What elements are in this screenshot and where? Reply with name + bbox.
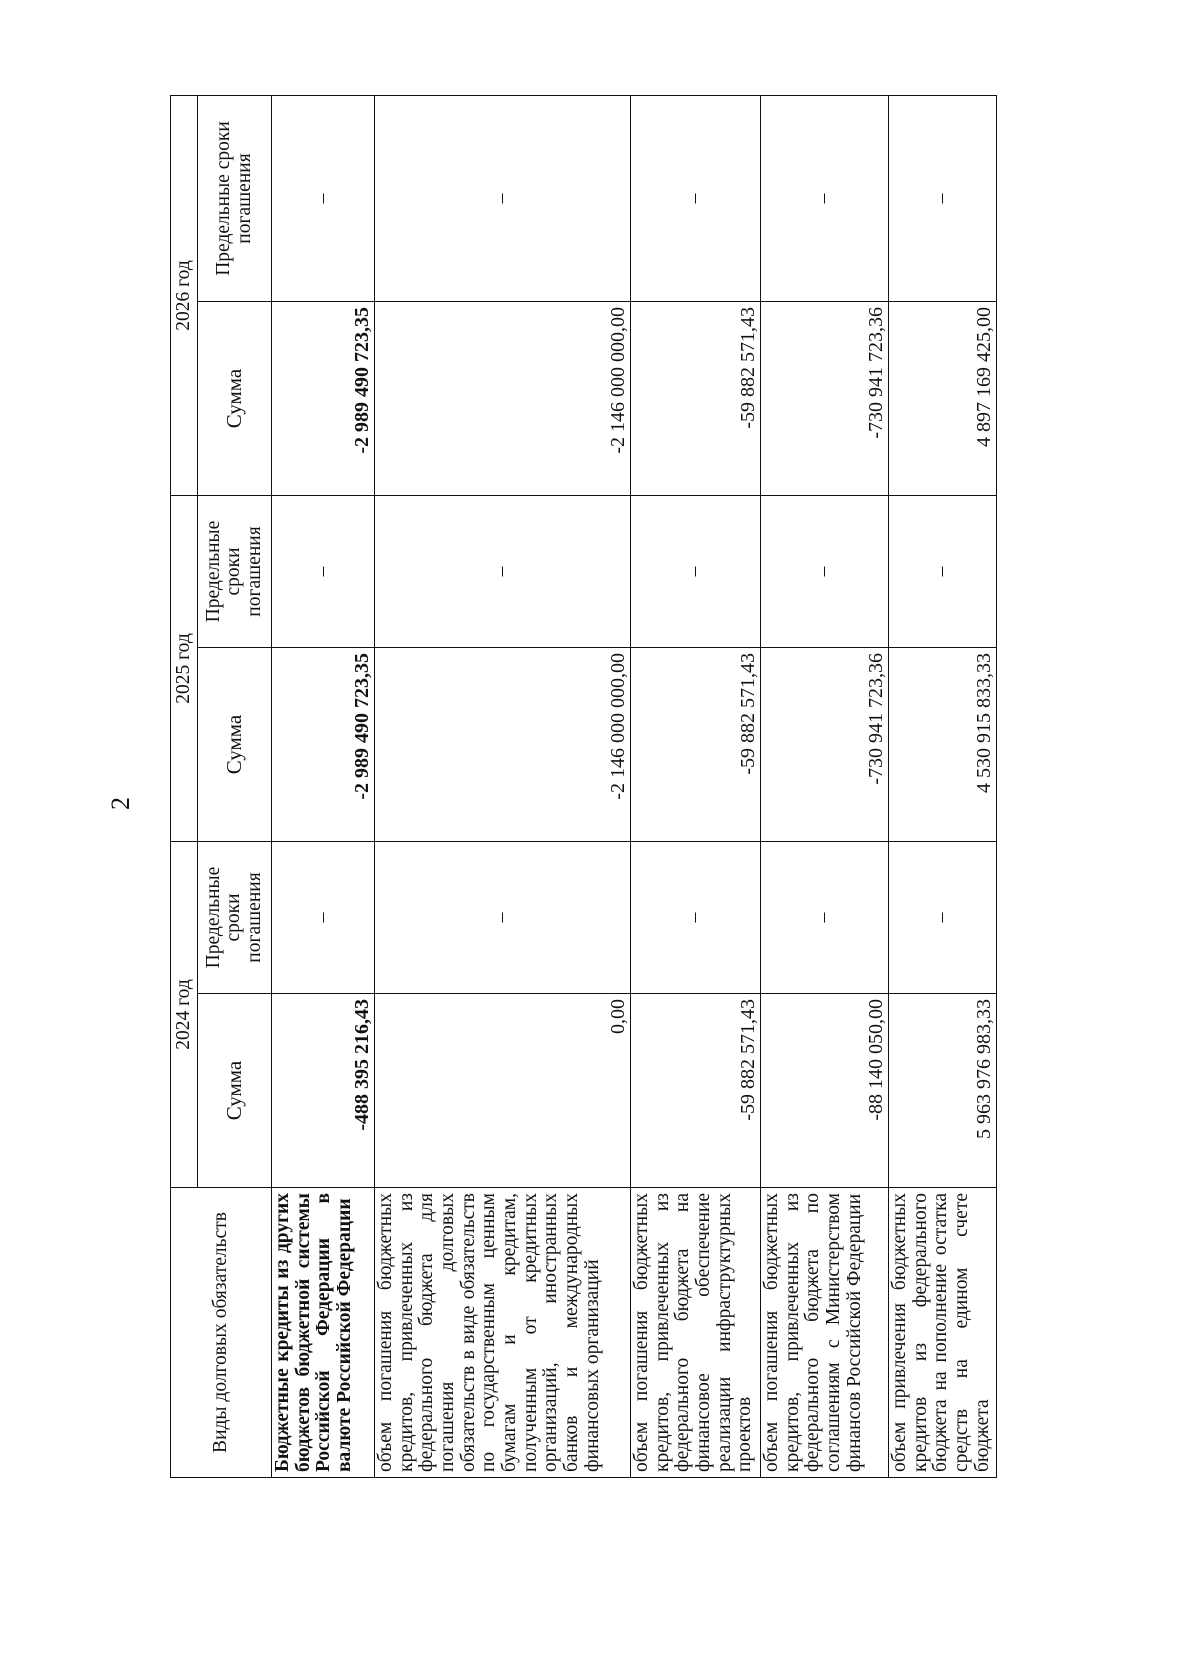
debt-obligations-table bbox=[170, 95, 997, 1478]
table-row bbox=[889, 96, 997, 1478]
row-sum-2024: -59 882 571,43 bbox=[631, 994, 761, 1188]
row-sum-2024: -488 395 216,43 bbox=[272, 994, 375, 1188]
row-sum-2026: -2 146 000 000,00 bbox=[375, 302, 631, 496]
page-number: 2 bbox=[106, 797, 135, 810]
row-term-2025: – bbox=[761, 496, 889, 648]
row-term-2026: – bbox=[272, 96, 375, 302]
row-term-2024: – bbox=[761, 842, 889, 994]
row-term-2025: – bbox=[889, 496, 997, 648]
debt-table-frame bbox=[170, 96, 996, 1478]
row-kind: объем погашения бюджетных кредитов, привлеченных из федерального бюджета для погашения долговых обязательств в виде обязательств по государственным ценным бумагам и кредитам, полученным от кредитных организаций, иностранных банков и международных финансовых организаций bbox=[375, 1188, 631, 1478]
row-term-2026: – bbox=[889, 96, 997, 302]
header-term-2025: Предельные сроки погашения bbox=[198, 496, 272, 648]
row-kind: объем привлечения бюджетных кредитов из федерального бюджета на пополнение остатка средств на едином счете бюджета bbox=[889, 1188, 997, 1478]
table-row bbox=[272, 96, 375, 1478]
row-kind: объем погашения бюджетных кредитов, привлеченных из федерального бюджета по соглашениям с Министерством финансов Российской Федерации bbox=[761, 1188, 889, 1478]
header-sum-2026: Сумма bbox=[198, 302, 272, 496]
row-term-2026: – bbox=[761, 96, 889, 302]
row-sum-2026: 4 897 169 425,00 bbox=[889, 302, 997, 496]
row-sum-2024: 5 963 976 983,33 bbox=[889, 994, 997, 1188]
row-sum-2025: -2 146 000 000,00 bbox=[375, 648, 631, 842]
header-year-2026: 2026 год bbox=[171, 96, 198, 496]
row-term-2026: – bbox=[375, 96, 631, 302]
row-kind: Бюджетные кредиты из других бюджетов бюджетной системы Российской Федерации в валюте Российской Федерации bbox=[272, 1188, 375, 1478]
row-term-2024: – bbox=[272, 842, 375, 994]
table-row bbox=[761, 96, 889, 1478]
header-year-2025: 2025 год bbox=[171, 496, 198, 842]
row-sum-2025: 4 530 915 833,33 bbox=[889, 648, 997, 842]
table-row bbox=[375, 96, 631, 1478]
row-term-2026: – bbox=[631, 96, 761, 302]
row-term-2025: – bbox=[631, 496, 761, 648]
row-sum-2025: -2 989 490 723,35 bbox=[272, 648, 375, 842]
row-term-2025: – bbox=[272, 496, 375, 648]
header-term-2026: Предельные сроки погашения bbox=[198, 96, 272, 302]
header-row-years bbox=[171, 96, 198, 1478]
row-sum-2025: -59 882 571,43 bbox=[631, 648, 761, 842]
row-sum-2025: -730 941 723,36 bbox=[761, 648, 889, 842]
row-term-2024: – bbox=[631, 842, 761, 994]
row-sum-2026: -59 882 571,43 bbox=[631, 302, 761, 496]
header-sum-2025: Сумма bbox=[198, 648, 272, 842]
header-kind: Виды долговых обязательств bbox=[171, 1188, 272, 1478]
row-sum-2026: -2 989 490 723,35 bbox=[272, 302, 375, 496]
row-sum-2026: -730 941 723,36 bbox=[761, 302, 889, 496]
header-term-2024: Предельные сроки погашения bbox=[198, 842, 272, 994]
row-term-2024: – bbox=[889, 842, 997, 994]
header-year-2024: 2024 год bbox=[171, 842, 198, 1188]
row-sum-2024: 0,00 bbox=[375, 994, 631, 1188]
header-sum-2024: Сумма bbox=[198, 994, 272, 1188]
row-term-2025: – bbox=[375, 496, 631, 648]
row-term-2024: – bbox=[375, 842, 631, 994]
row-sum-2024: -88 140 050,00 bbox=[761, 994, 889, 1188]
row-kind: объем погашения бюджетных кредитов, привлеченных из федерального бюджета на финансовое обеспечение реализации инфраструктурных проектов bbox=[631, 1188, 761, 1478]
table-row bbox=[631, 96, 761, 1478]
